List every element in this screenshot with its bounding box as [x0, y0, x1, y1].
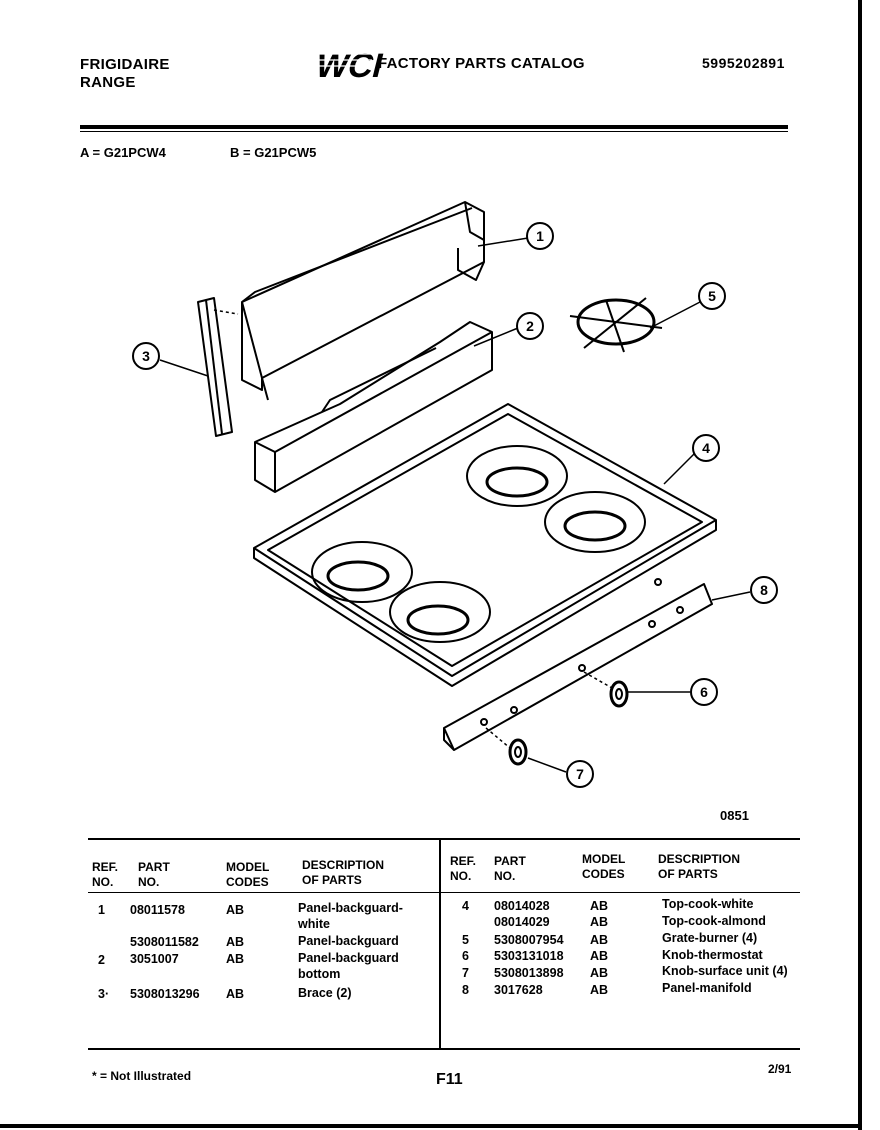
- table-cell: 5308013898: [494, 966, 564, 980]
- brand-name: FRIGIDAIRE: [80, 56, 170, 73]
- table-cell: AB: [590, 983, 609, 997]
- table-cell: AB: [226, 903, 245, 917]
- table-cell: Panel-backguard-: [298, 901, 403, 915]
- figure-code: 0851: [720, 808, 749, 823]
- callout-4: [693, 435, 719, 461]
- table-cell: 08014028: [494, 899, 550, 913]
- table-cell: Panel-manifold: [662, 981, 752, 995]
- table-cell: 5308007954: [494, 933, 564, 947]
- table-cell: Knob-thermostat: [662, 948, 763, 962]
- svg-text:8: 8: [760, 582, 768, 598]
- catalog-title: FACTORY PARTS CATALOG: [378, 55, 585, 72]
- table-cell: 5303131018: [494, 949, 564, 963]
- not-illustrated-note: * = Not Illustrated: [92, 1069, 192, 1083]
- callout-8: [751, 577, 777, 603]
- callout-3: [133, 343, 159, 369]
- right-desc-header: DESCRIPTION OF PARTS: [658, 852, 741, 881]
- callout-5: [699, 283, 725, 309]
- table-cell: AB: [226, 987, 245, 1001]
- table-cell: AB: [226, 952, 245, 966]
- table-cell: AB: [590, 933, 609, 947]
- table-top-rule: [88, 838, 800, 840]
- surface-knob-part: [510, 740, 526, 764]
- svg-text:2: 2: [526, 318, 534, 334]
- callout-6: [691, 679, 717, 705]
- exploded-parts-diagram: [0, 180, 880, 820]
- model-a-label: A = G21PCW4: [80, 145, 166, 160]
- table-cell: 3·: [98, 987, 110, 1001]
- table-cell: AB: [590, 949, 609, 963]
- table-cell: 3017628: [494, 983, 543, 997]
- product-type: RANGE: [80, 74, 136, 91]
- right-ref-header: REF. NO.: [450, 854, 477, 883]
- left-part-header: PART NO.: [138, 860, 170, 889]
- table-cell: 6: [462, 949, 469, 963]
- left-model-header: MODEL CODES: [226, 860, 270, 889]
- table-cell: AB: [590, 915, 609, 929]
- table-cell: 2: [98, 953, 105, 967]
- model-b-label: B = G21PCW5: [230, 145, 317, 160]
- table-header-rule: [88, 892, 800, 893]
- svg-text:1: 1: [536, 228, 544, 244]
- table-cell: 3051007: [130, 952, 179, 966]
- svg-text:6: 6: [700, 684, 708, 700]
- table-cell: white: [298, 917, 330, 931]
- table-cell: Top-cook-almond: [662, 914, 766, 928]
- table-cell: Grate-burner (4): [662, 931, 758, 945]
- brace-part: [198, 298, 232, 436]
- left-desc-header: DESCRIPTION OF PARTS: [302, 858, 385, 887]
- callout-1: [527, 223, 553, 249]
- table-cell: AB: [226, 935, 245, 949]
- table-cell: 08011578: [130, 903, 185, 917]
- page-border-right: [858, 0, 862, 1130]
- table-cell: 4: [462, 899, 469, 913]
- header-rule: [80, 125, 788, 129]
- table-cell: AB: [590, 899, 609, 913]
- brand-block: [80, 56, 170, 92]
- table-bottom-rule: [88, 1048, 800, 1050]
- table-cell: Brace (2): [298, 986, 352, 1000]
- table-cell: 8: [462, 983, 469, 997]
- table-cell: 08014029: [494, 915, 550, 929]
- right-model-header: MODEL CODES: [582, 852, 626, 881]
- page-border-bottom: [0, 1124, 862, 1128]
- table-divider: [439, 840, 441, 1048]
- table-cell: 5308011582: [130, 935, 199, 949]
- revision-date: 2/91: [768, 1062, 792, 1076]
- catalog-number: 5995202891: [702, 55, 785, 71]
- table-cell: bottom: [298, 967, 341, 981]
- callout-7: [567, 761, 593, 787]
- logo-text: WCI: [311, 47, 388, 85]
- wci-logo: [311, 44, 388, 85]
- table-cell: 5308013296: [130, 987, 200, 1001]
- svg-text:3: 3: [142, 348, 150, 364]
- burner-grate-part: [570, 298, 662, 352]
- table-cell: Knob-surface unit (4): [662, 964, 788, 978]
- svg-text:7: 7: [576, 766, 584, 782]
- right-part-header: PART NO.: [494, 854, 526, 883]
- page-number: F11: [436, 1071, 463, 1088]
- left-ref-header: REF. NO.: [92, 860, 119, 889]
- thermostat-knob-part: [611, 682, 627, 706]
- svg-text:5: 5: [708, 288, 716, 304]
- header-rule-thin: [80, 131, 788, 132]
- table-cell: 5: [462, 933, 469, 947]
- table-cell: 7: [462, 966, 469, 980]
- svg-text:4: 4: [702, 440, 710, 456]
- table-cell: Panel-backguard: [298, 934, 399, 948]
- table-cell: Panel-backguard: [298, 951, 399, 965]
- table-cell: AB: [590, 966, 609, 980]
- table-cell: 1: [98, 903, 105, 917]
- table-cell: Top-cook-white: [662, 897, 754, 911]
- callout-2: [517, 313, 543, 339]
